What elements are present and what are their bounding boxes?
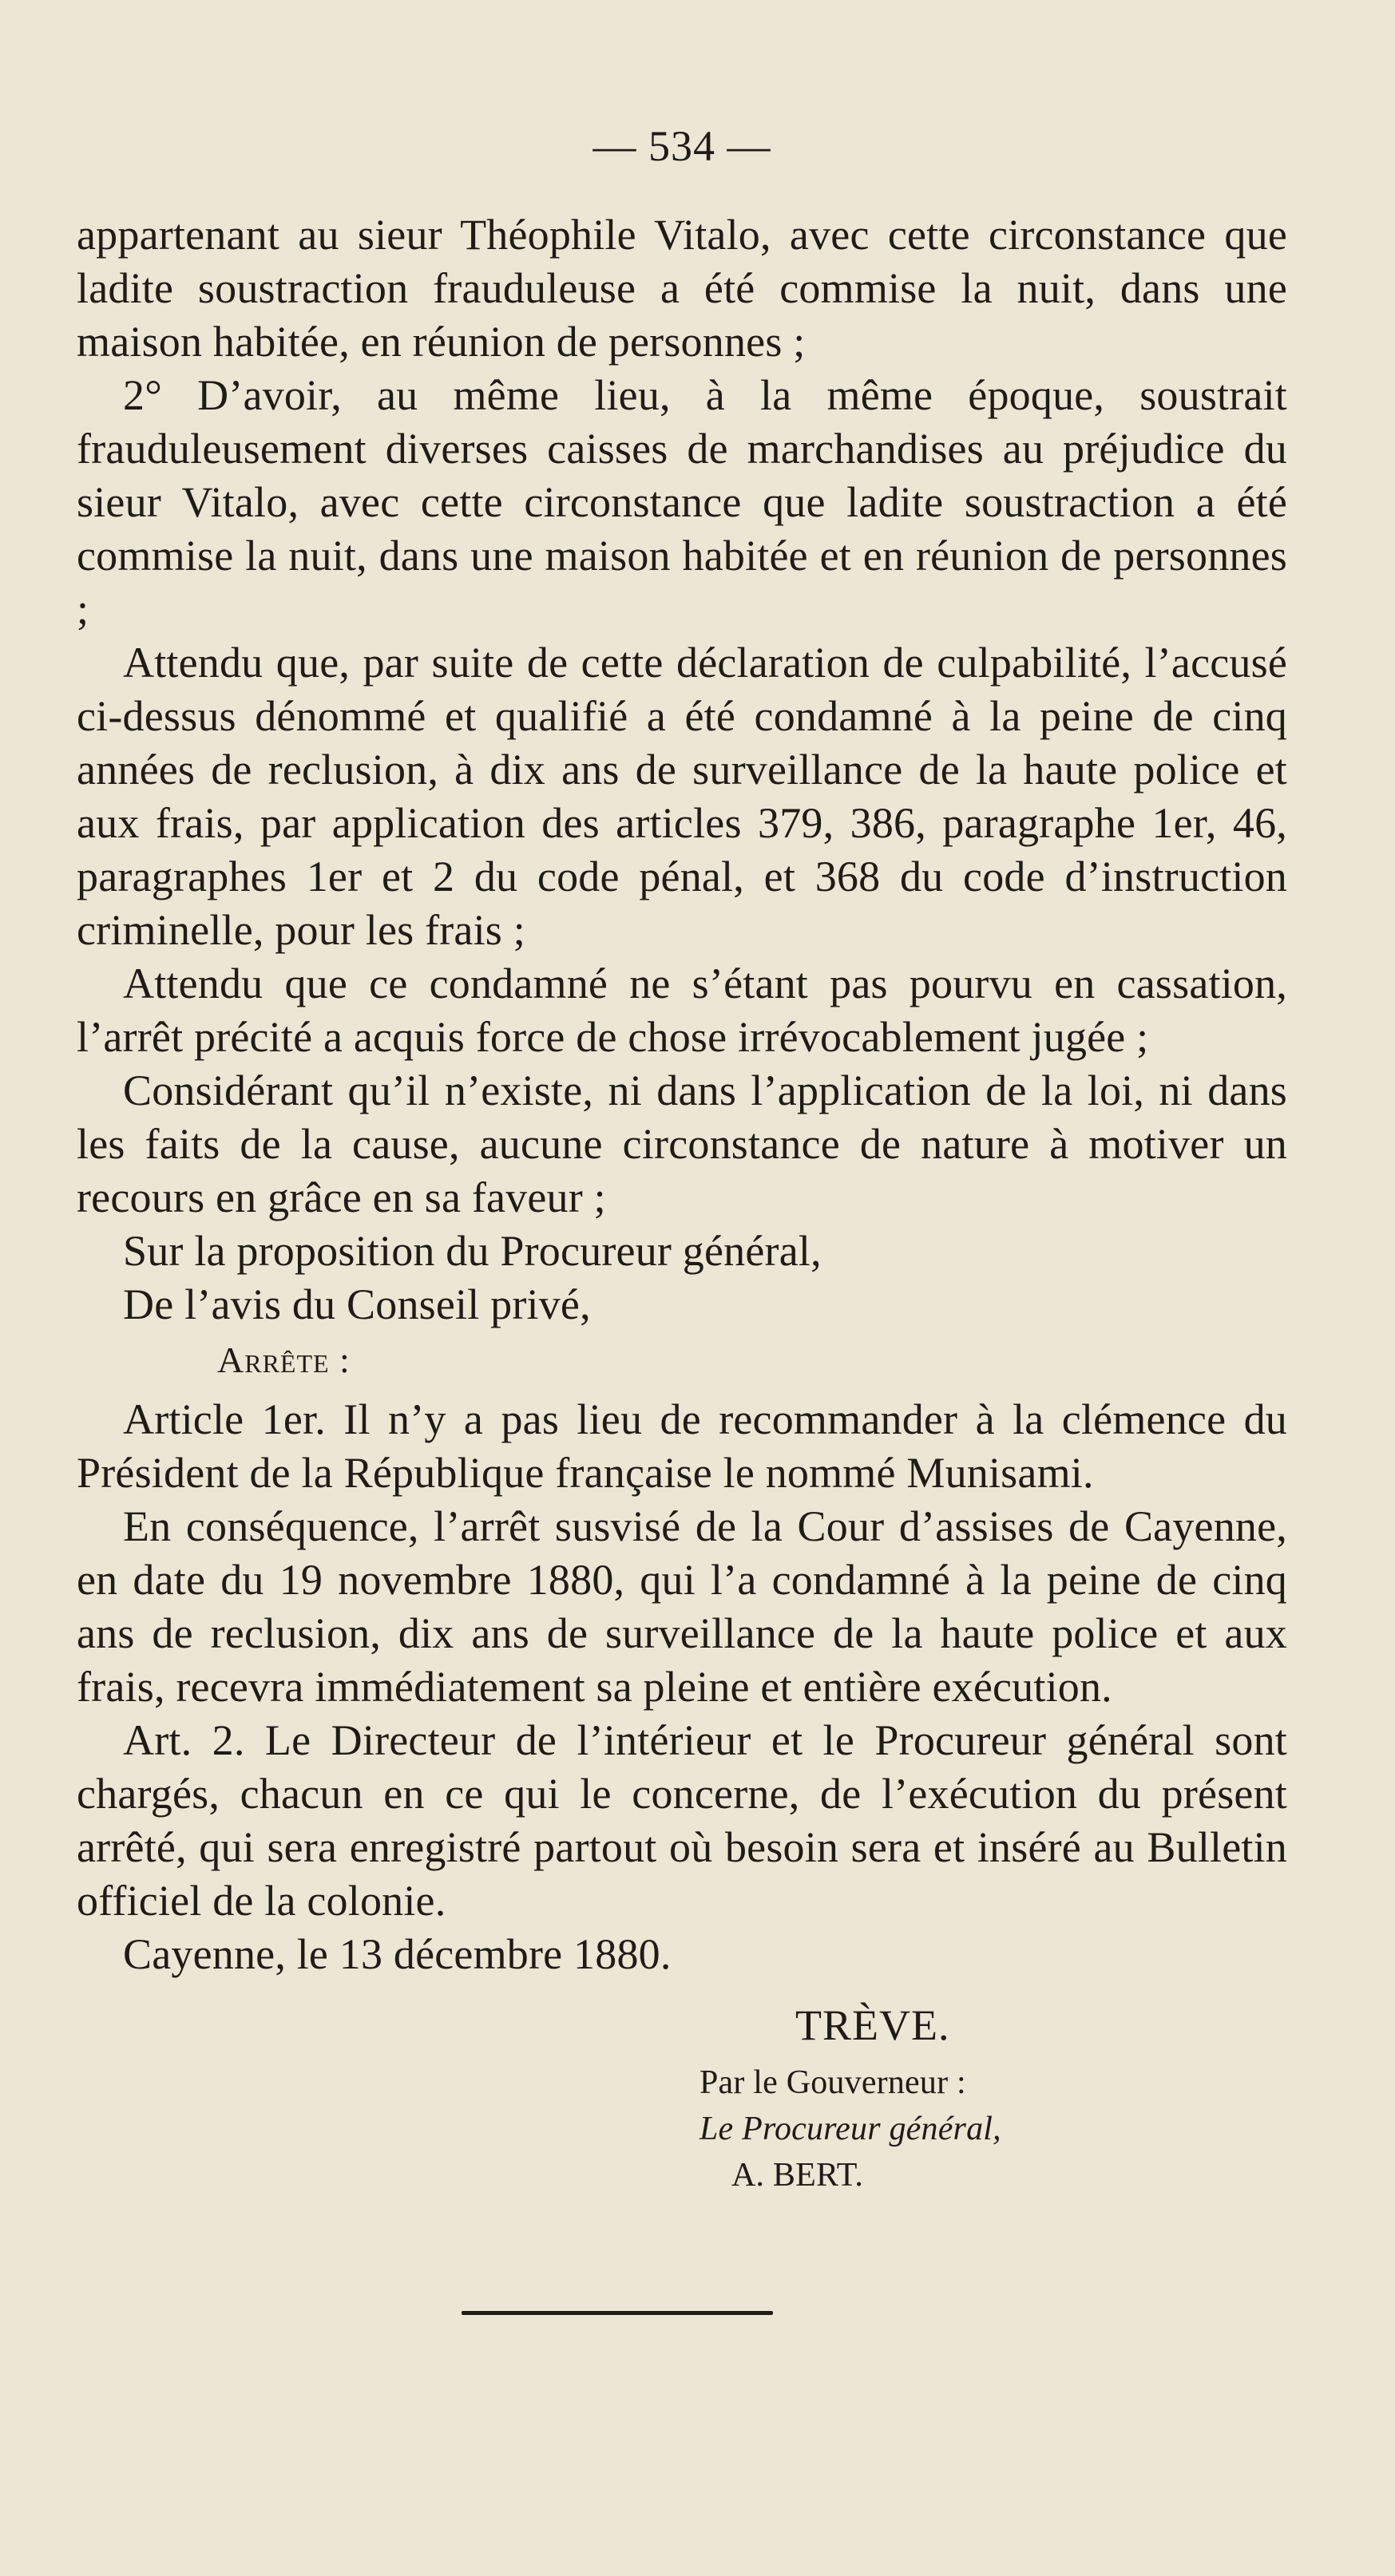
paragraph-avis: De l’avis du Conseil privé, [123,1280,591,1328]
paragraph-proposition: Sur la proposition du Procureur général, [123,1227,822,1275]
document-page [77,120,1287,2198]
paragraph-attendu-cassation: Attendu que ce condamné ne s’étant pas pourvu en cassation, l’arrêt précité a acquis force de chose irrévocablement jugée ; [77,960,1287,1061]
paragraph-continuation: appartenant au sieur Théophile Vitalo, avec cette circonstance que ladite soustraction frauduleuse a été commise la nuit, dans une maison habitée, en réunion de personnes ; [77,211,1287,366]
signature-authority [699,2061,1001,2197]
article-2: Art. 2. Le Directeur de l’intérieur et le Procureur général sont chargés, chacun en ce qui le concerne, de l’exécution du présent arrêté, qui sera enregistré partout où besoin sera et inséré au Bulletin officiel de la colonie. [77,1716,1287,1925]
signature-block [77,1999,1287,2198]
paragraph-considerant: Considérant qu’il n’existe, ni dans l’application de la loi, ni dans les faits de la cause, aucune circonstance de nature à motiver un recours en grâce en sa faveur ; [77,1066,1287,1221]
page-number: — 534 — [592,122,771,170]
end-rule [462,2311,773,2315]
article-1: Article 1er. Il n’y a pas lieu de recommander à la clémence du Président de la République française le nommé Munisami. [77,1395,1287,1497]
by-governor-label: Par le Gouverneur : [699,2064,966,2101]
prosecutor-name: A. BERT. [731,2157,864,2194]
place-date: Cayenne, le 13 décembre 1880. [123,1930,672,1978]
paragraph-attendu-culpabilite: Attendu que, par suite de cette déclaration de culpabilité, l’accusé ci-dessus dénommé et qualifié a été condamné à la peine de cinq années de reclusion, à dix ans de surveillance de la haute police et aux frais, par application des articles 379, 386, paragraphe 1er, 46, paragraphes 1er et 2 du code pénal, et 368 du code d’instruction criminelle, pour les frais ; [77,639,1287,954]
decree-heading: Arrête : [217,1339,351,1380]
prosecutor-role: Le Procureur général, [699,2111,1001,2147]
paragraph-second-charge: 2° D’avoir, au même lieu, à la même époque, soustrait frauduleusement diverses caisses de marchandises au préjudice du sieur Vitalo, avec cette circonstance que ladite soustraction a été commise la nuit, dans une maison habitée et en réunion de personnes ; [77,371,1287,633]
governor-signature: TRÈVE. [795,2001,950,2049]
article-1-consequence: En conséquence, l’arrêt susvisé de la Cour d’assises de Cayenne, en date du 19 novembre 1880, qui l’a condamné à la peine de cinq ans de reclusion, dix ans de surveillance de la haute police et aux frais, recevra immédiatement sa pleine et entière exécution. [77,1502,1287,1711]
